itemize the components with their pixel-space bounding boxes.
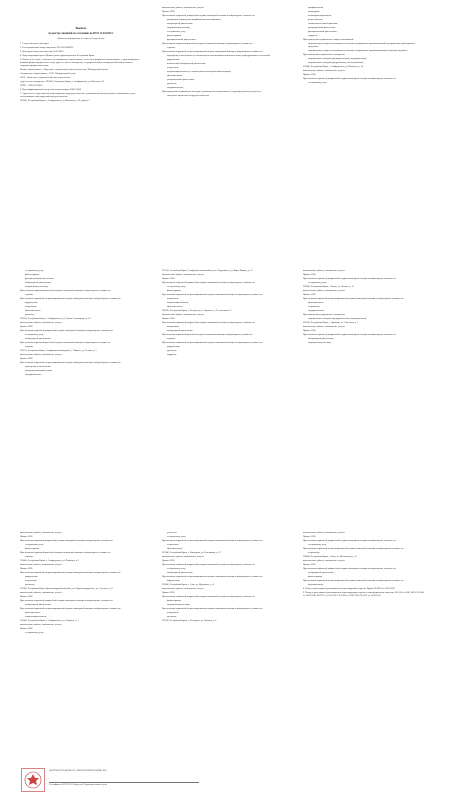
text-line: выполняемые работы, оказываемые услуги: — [162, 587, 204, 590]
text-line: 295000, Республика Крым, г. Симферополь, ул. Пушкина, д. 3 — [20, 559, 80, 562]
text-line: Приказ: 0926 — [303, 563, 316, 566]
text-line: Приказ: 0926 — [20, 567, 33, 570]
text-line: При оказании первичной специализированной медико-санитарной помощи в амбулаторных условиях по: — [162, 575, 263, 578]
text-line: акушерству и гинекологии (за исключением использования вспомогательных репродуктивных технологий); — [167, 54, 271, 57]
text-line: Приказ: 0926 — [20, 357, 33, 360]
text-line: При оказании первичной доврачебной медико-санитарной помощи в амбулаторных условиях по: — [303, 333, 397, 336]
text-line: Адрес места нахождения - 295000, Республика Крым, г. Симферополь, ул. Киевская, 34 — [20, 80, 104, 83]
text-line: неврологии; — [308, 305, 320, 308]
text-line: лабораторной диагностике; — [308, 337, 335, 340]
text-line: профпатологии; — [308, 7, 324, 9]
text-line: 298300, Республика Крым, г. Керчь, ул. Ленина, д. 15 — [303, 285, 354, 288]
text-line: сестринскому делу; — [167, 567, 186, 570]
text-line: урологии; — [25, 583, 35, 586]
text-line: Полное наименование - Общество с ограниченной ответственностью "Медицинский центр" — [20, 68, 109, 71]
text-line: психиатрии-наркологии; — [308, 14, 332, 17]
text-line: выполняемые работы, оказываемые услуги: — [162, 555, 204, 558]
text-line: выполняемые работы, оказываемые услуги: — [162, 273, 204, 276]
text-line: При проведении медицинских экспертиз организуются и выполняются следующие работы (услуги) по: — [162, 90, 262, 93]
text-line: Приказ: 0926 — [162, 10, 175, 13]
text-line: медицинскому массажу; — [25, 285, 49, 288]
text-line: При проведении медицинских осмотров по: — [303, 313, 346, 316]
text-line: урологии; — [167, 82, 177, 85]
text-line: хирургии; — [308, 34, 318, 37]
text-line: выполняемые работы, оказываемые услуги: — [303, 69, 345, 72]
section-3-column-2 — [162, 532, 284, 624]
section-2-column-3 — [303, 270, 425, 346]
text-line: медицинским осмотрам (предрейсовым, послерейсовым); — [308, 61, 364, 64]
text-line: выполняемые работы, оказываемые услуги: — [20, 563, 62, 566]
text-line: выполняемые работы, оказываемые услуги: — [20, 532, 62, 534]
text-line: выполняемые работы, оказываемые услуги: — [162, 313, 204, 316]
text-line: неврологии; — [308, 551, 320, 554]
text-line: неврологии; — [25, 305, 37, 308]
text-line: выполняемые работы, оказываемые услуги: — [162, 7, 204, 9]
text-line: неврологии; — [25, 579, 37, 582]
text-line: Приказ: 0926 — [162, 591, 175, 594]
text-line: 295000, Республика Крым, г. Симферополь, ул. Киевская, д. 34, корпус 1 — [20, 99, 90, 102]
text-line: сестринскому делу; — [25, 631, 44, 634]
text-line: вакцинации (проведению профилактических прививок); — [167, 18, 222, 21]
text-line: При оказании первичной специализированной медико-санитарной помощи в амбулаторных условиях по: — [162, 341, 263, 344]
text-line: терапии; — [167, 337, 176, 340]
text-line: Приказ: 0926 — [303, 273, 316, 276]
text-line: При оказании первичной доврачебной медико-санитарной помощи в амбулаторных условиях по: — [20, 599, 114, 602]
text-line: физиотерапии; — [167, 289, 182, 292]
section-2-column-2 — [162, 270, 284, 358]
text-line: психиатрии; — [308, 10, 320, 13]
text-line: сестринскому делу; — [167, 285, 186, 288]
text-line: ОГРН - 1159102123456 — [20, 84, 43, 87]
signature-line — [49, 782, 199, 783]
text-line: клинической лабораторной диагностике; — [167, 62, 207, 65]
text-line: Приказ: 0926 — [20, 595, 33, 598]
text-line: 4. Лицензирующий орган: Министерство здравоохранения Республики Крым — [20, 54, 95, 57]
text-line: терапии; — [25, 293, 34, 296]
text-line: При оказании первичной специализированной медико-санитарной помощи в амбулаторных условиях по: — [162, 293, 263, 296]
section-2-column-1 — [20, 270, 142, 378]
text-line: акушерству и гинекологии; — [25, 365, 52, 368]
text-line: 6. Идентификационный номер налогоплательщика: 9102123456 — [20, 88, 82, 91]
text-line: При оказании первичной доврачебной медико-санитарной помощи в амбулаторных условиях по: — [303, 277, 397, 280]
text-line: функциональной диагностике; — [25, 277, 55, 280]
signature-block — [21, 768, 207, 794]
text-line: кардиологии; — [25, 575, 38, 578]
document-title: Выписка — [75, 27, 87, 30]
text-line: медицинскому массажу; — [308, 341, 332, 344]
text-line: При оказании первичной специализированной медико-санитарной помощи в амбулаторных условиях по: — [303, 297, 404, 300]
text-line: Приказ: 0926 — [20, 535, 33, 538]
text-line: При оказании первичной врачебной медико-санитарной помощи в амбулаторных условиях по: — [20, 551, 111, 554]
text-line: При оказании первичной специализированной медико-санитарной помощи в амбулаторных условиях по: — [20, 297, 121, 300]
text-line: неврологии; — [167, 297, 179, 300]
text-line: Приказ: 0926 — [20, 627, 33, 630]
text-line: При оказании первичной специализированной медико-санитарной помощи в амбулаторных условиях по: — [162, 539, 263, 542]
column-2 — [162, 7, 284, 99]
text-line: выполняемые работы, оказываемые услуги: — [20, 321, 62, 324]
text-line: 295011, Республика Крым, Симферопольский район, с. Мирное, ул. Белова, д. 5 — [20, 349, 97, 352]
text-line: терапии; — [167, 46, 176, 49]
text-line: 295000, Республика Крым, г. Симферополь, ул. Киевская, д. 34 — [303, 65, 364, 68]
text-line: офтальмологии; — [167, 547, 183, 550]
text-line: терапии; — [25, 555, 34, 558]
text-line: При оказании первичной врачебной медико-санитарной помощи в амбулаторных условиях по: — [162, 42, 253, 45]
emblem-icon — [21, 768, 45, 792]
text-line: эндокринологии; — [308, 309, 325, 312]
text-line: лабораторной диагностике; — [167, 329, 194, 332]
text-line: медицинскому освидетельствованию на наличие медицинских противопоказаний к управлению транспортным средством; — [308, 42, 415, 48]
text-line: услуги по: — [167, 532, 178, 534]
text-line: При проведении медицинских осмотров по: — [303, 53, 346, 56]
text-line: сестринскому делу; — [308, 543, 327, 546]
text-line: сестринскому делу; — [25, 333, 44, 336]
text-line: При оказании первичной доврачебной медико-санитарной помощи в амбулаторных условиях по: — [162, 595, 256, 598]
text-line: физиотерапии; — [25, 273, 40, 276]
text-line: 9. Номер и дата приказа (распоряжения) лицензирующего органа о переоформлении лицензии: № 0118 от 24.01.2019; № 0344 от 19.03.2018; № 0572 от 12.05.2017; № 0760 от 29.07.2016; № 0911 от 15.09.2015 — [303, 591, 424, 597]
text-line: физиотерапии; — [25, 547, 40, 550]
text-line: эндокринологии; — [167, 86, 184, 89]
text-line: 297400, Республика Крым, г. Евпатория, ул. Революции, д. 22 — [162, 551, 221, 554]
text-line: ОПФ - Общество с ограниченной ответственностью — [20, 76, 71, 79]
text-line: лабораторной диагностике; — [308, 571, 335, 574]
text-line: оториноларингологии; — [25, 615, 47, 618]
text-line: офтальмологии; — [308, 301, 324, 304]
text-line: При оказании первичной специализированной медико-санитарной помощи в амбулаторных условиях по: — [20, 607, 121, 610]
text-line: терапии; — [25, 345, 34, 348]
text-line: функциональной диагностике; — [167, 38, 197, 41]
text-line: При оказании первичной доврачебной медико-санитарной помощи в амбулаторных условиях по: — [303, 77, 397, 80]
text-line: хирургии; — [167, 353, 177, 356]
signature-detail: Сертификат: 01D5F2A3 Владелец: Территориальный орган — [49, 784, 107, 786]
text-line: При проведении медицинских освидетельствований: — [303, 38, 354, 41]
text-line: ультразвуковой диагностике; — [308, 26, 336, 29]
text-line: выполняемые работы, оказываемые услуги: — [303, 532, 345, 534]
text-line: рентгенологии; — [308, 18, 323, 21]
text-line: выполняемые работы, оказываемые услуги: — [303, 270, 345, 272]
text-line: Приказ: 0926 — [162, 559, 175, 562]
text-line: стоматологии общей практики; — [308, 22, 338, 25]
text-line: выполняемые работы, оказываемые услуги: — [20, 623, 62, 626]
text-line: неврологии; — [167, 66, 179, 69]
text-line: медицинскому освидетельствованию на наличие медицинских противопоказаний к владению оружием; — [308, 49, 408, 52]
text-line: При оказании первичной врачебной медико-санитарной помощи в амбулаторных условиях по: — [162, 333, 253, 336]
text-line: При оказании первичной специализированной медико-санитарной помощи в амбулаторных условиях по: — [303, 579, 404, 582]
text-line: кардиологии; — [167, 58, 180, 61]
text-line: При оказании первичной доврачебной медико-санитарной помощи в амбулаторных условиях по: — [20, 539, 114, 542]
text-line: офтальмологии; — [308, 583, 324, 586]
text-line: вакцинации; — [167, 325, 179, 328]
text-line: кардиологии; — [167, 345, 180, 348]
text-line: выполняемые работы, оказываемые услуги: — [303, 289, 345, 292]
text-line: лабораторной диагностике; — [25, 281, 52, 284]
text-line: неврологии; — [167, 611, 179, 614]
text-line: Приказ: 0926 — [162, 317, 175, 320]
text-line: 296100, Республика Крым, г. Джанкой, ул. Советская, д. 7 — [303, 321, 359, 324]
text-line: Приказ: 0926 — [162, 277, 175, 280]
text-line: Сокращенное наименование - ООО "Медицинский центр" — [20, 72, 76, 75]
text-line: 295034, Республика Крым, г. Симферополь, ул. Героев Сталинграда, д. 10 — [20, 317, 91, 320]
text-line: 1. Статус лицензии: действует — [20, 42, 49, 45]
text-line: При оказании первичной врачебной медико-санитарной помощи в амбулаторных условиях по: — [20, 341, 111, 344]
text-line: 296500, Республика Крым, г. Саки, ул. Курортная, д. 4 — [162, 583, 214, 586]
text-line: Приказ: 0926 — [303, 293, 316, 296]
text-line: При оказании первичной доврачебной медико-санитарной помощи в амбулаторных условиях по: — [162, 321, 256, 324]
text-line: 2. Регистрационный номер лицензии: ЛО-91-01-000976 — [20, 46, 74, 49]
section-3-column-3 — [303, 532, 425, 599]
text-line: 297000, Республика Крым, Красногвардейский район, пгт. Красногвардейское, ул. Энгельса, д. 9 — [20, 587, 113, 590]
text-line: 8. Номер и дата приказа (распоряжения) лицензирующего органа: Приказ № 0926 от 26.03.2020 — [303, 587, 395, 590]
text-line: выполняемые работы, оказываемые услуги: — [20, 591, 62, 594]
text-line: урологии; — [167, 615, 177, 618]
text-line: медицинскому массажу; — [167, 603, 191, 606]
document-subtitle: из реестра лицензий по состоянию на 08:51 13.04.2020 г. — [48, 32, 114, 36]
text-line: лабораторной диагностике; — [25, 603, 52, 606]
text-line: При оказании первичной специализированной медико-санитарной помощи в амбулаторных условиях по: — [303, 547, 404, 550]
text-line: ультразвуковой диагностике; — [25, 369, 53, 372]
text-line: функциональной диагностике; — [308, 30, 338, 33]
text-line: сестринскому делу; — [167, 535, 186, 538]
text-line: офтальмологии; — [25, 611, 41, 614]
text-line: При оказании первичной врачебной медико-санитарной помощи в амбулаторных условиях по: — [20, 289, 111, 292]
section-3-column-1 — [20, 532, 142, 636]
text-line: офтальмологии; — [25, 309, 41, 312]
text-line: медицинским осмотрам (предварительным, периодическим); — [308, 57, 367, 60]
text-line: лабораторной диагностике; — [167, 571, 194, 574]
text-line: лабораторной диагностике; — [167, 22, 194, 25]
text-line: физиотерапии; — [308, 575, 323, 578]
text-line: Приказ: 0926 — [303, 73, 316, 76]
text-line: 5. Полное и (в случае, если имеется) сокращенное наименование, в том числе фирменное наименование, и организационно-правовая форма юридического лица, адрес его места нахождения, государственный регистрационный номер записи о создании юридического лица: — [20, 58, 140, 67]
text-line: неврологии; — [167, 543, 179, 546]
text-line: физиотерапии; — [167, 34, 182, 37]
text-line: выполняемые работы, оказываемые услуги: — [20, 353, 62, 356]
text-line: сестринскому делу; — [308, 81, 327, 84]
text-line: кардиологии; — [25, 301, 38, 304]
text-line: Приказ: 0926 — [20, 325, 33, 328]
text-line: выполняемые работы, оказываемые услуги: — [303, 325, 345, 328]
text-line: 295000, Республика Крым, г. Симферополь, ул. Горького, д. 1 — [20, 619, 79, 622]
text-line: При оказании первичной специализированной медико-санитарной помощи в амбулаторных условиях по: — [20, 571, 121, 574]
text-line: офтальмологии; — [167, 305, 183, 308]
text-line: При оказании первичной доврачебной медико-санитарной помощи в амбулаторных условиях по: — [162, 563, 256, 566]
text-line: кардиологии; — [167, 579, 180, 582]
text-line: При оказании первичной доврачебной медико-санитарной помощи в амбулаторных условиях по: — [20, 329, 114, 332]
text-line: При оказании первичной специализированной медико-санитарной помощи в амбулаторных условиях по: — [162, 607, 263, 610]
text-line: медицинскому массажу; — [167, 26, 191, 29]
text-line: При оказании первичной специализированной медико-санитарной помощи в амбулаторных условиях по: — [162, 50, 263, 53]
text-line: физиотерапии; — [167, 599, 182, 602]
text-line: офтальмологии; — [167, 74, 183, 77]
text-line: лабораторной диагностике; — [25, 337, 52, 340]
signature-text: ДОКУМЕНТ ПОДПИСАН ЭЛЕКТРОННОЙ ПОДПИСЬЮ — [49, 770, 107, 772]
text-line: При оказании первичной доврачебной медико-санитарной помощи в амбулаторных условиях по: — [303, 567, 397, 570]
text-line: медицинским осмотрам (предварительным, периодическим); — [308, 317, 367, 320]
text-line: оториноларингологии; — [167, 301, 189, 304]
text-line: Приказ: 0926 — [303, 535, 316, 538]
text-line: 297510, Республика Крым, Симферопольский район, пгт. Гвардейское, ул. Карла Маркса, д. 12 — [162, 270, 253, 272]
text-line: оториноларингологии (за исключением кохлеарной имплантации); — [167, 70, 231, 73]
text-line: экспертизе временной нетрудоспособности; — [167, 94, 210, 97]
text-line: урологии; — [167, 349, 177, 352]
column-3 — [303, 7, 425, 86]
text-line: 298100, Республика Крым, г. Феодосия, ул. Горького, д. 20, помещение 3 — [162, 309, 232, 312]
text-line: Приказ: 0926 — [303, 329, 316, 332]
text-line: эндокринологии; — [25, 373, 42, 376]
document-note: (Выписка формирована по запросу Сооружение) — [57, 37, 105, 40]
text-line: 297200, Республика Крым, г. Белогорск, ул. Луговая, д. 6 — [162, 619, 217, 622]
text-line: При оказании первичной доврачебной медико-санитарной помощи в амбулаторных условиях по: — [303, 539, 397, 542]
text-line: сестринскому делу; — [308, 281, 327, 284]
text-line: При оказании первичной доврачебной медико-санитарной помощи в амбулаторных условиях по: — [162, 14, 256, 17]
text-line: сестринскому делу; — [167, 30, 186, 33]
text-line: При оказании первичной специализированной медико-санитарной помощи в амбулаторных условиях по: — [20, 361, 121, 364]
text-line: урологии; — [25, 313, 35, 316]
text-line: ультразвуковой диагностике; — [167, 78, 195, 81]
text-line: выполняемые работы, оказываемые услуги: — [303, 559, 345, 562]
column-1 — [20, 27, 142, 104]
column-1-body — [20, 43, 142, 103]
text-line: 7. Адреса мест осуществления лицензируемого вида деятельности с указанием выполняемых работ, оказываемых услуг, составляющих лицензируемый вид деятельности: — [20, 92, 136, 98]
text-line: сестринскому делу; — [25, 543, 44, 546]
text-line: 3. Дата предоставления лицензии: 26.03.2020 — [20, 50, 64, 53]
text-line: 298600, Республика Крым, г. Ялта, ул. Московская, д. 11 — [303, 555, 357, 558]
text-line: сестринскому делу; — [25, 270, 44, 272]
text-line: При оказании первичной доврачебной медико-санитарной помощи в амбулаторных условиях по: — [162, 281, 256, 284]
